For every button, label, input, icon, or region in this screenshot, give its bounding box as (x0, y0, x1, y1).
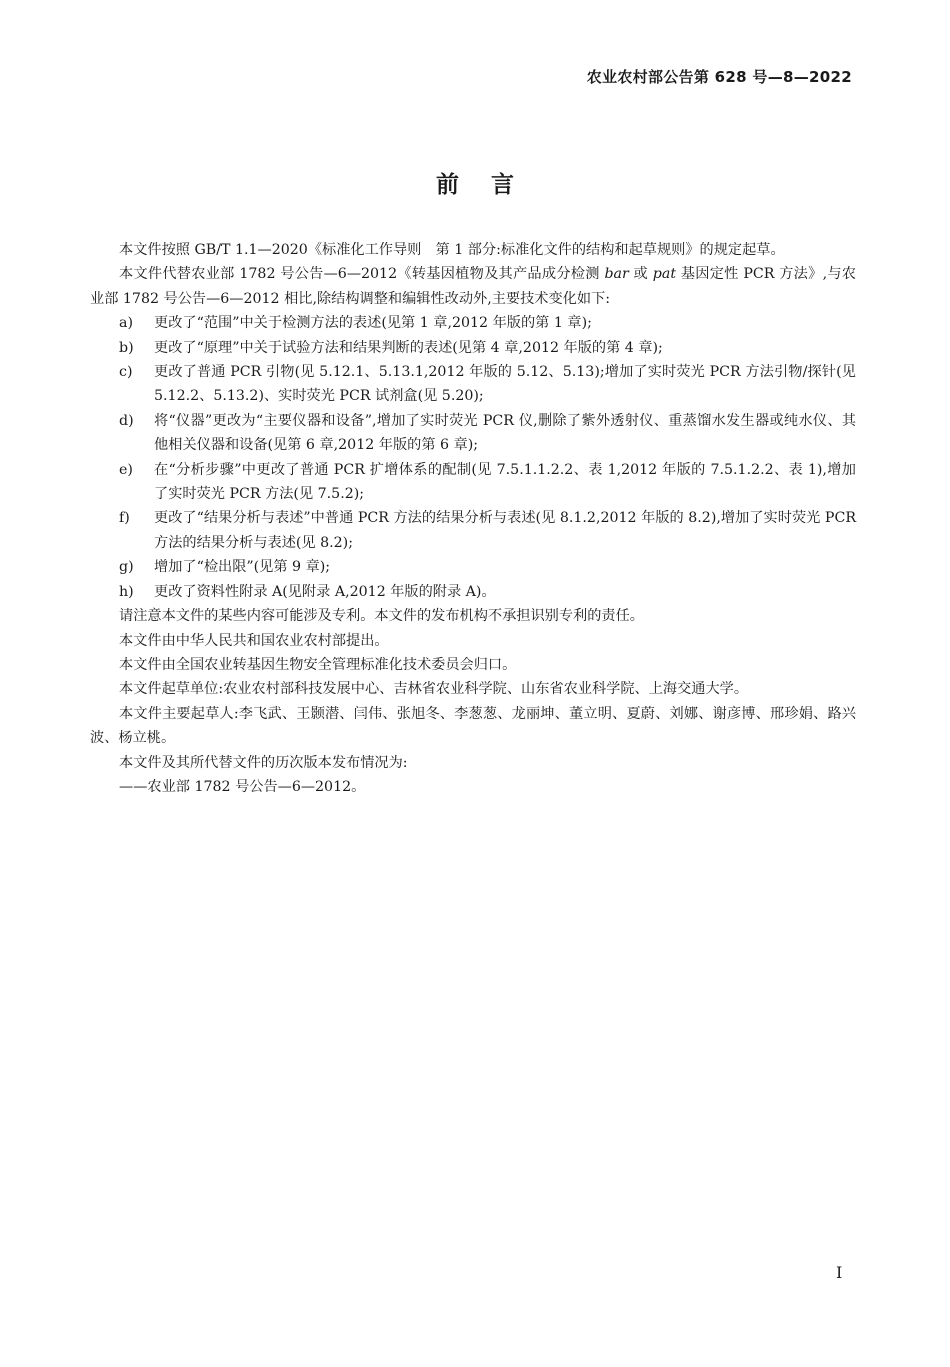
list-item-text: 更改了“范围”中关于检测方法的表述(见第 1 章,2012 年版的第 1 章); (154, 315, 592, 332)
gene-pat: pat (652, 266, 677, 283)
list-item-text: 更改了普通 PCR 引物(见 5.12.1、5.13.1,2012 年版的 5.12、5.13);增加了实时荧光 PCR 方法引物/探针(见 5.12.2、5.13.2)、实时荧光 PCR 试剂盒(见 5.20); (154, 364, 856, 405)
paragraph-proposer: 本文件由中华人民共和国农业农村部提出。 (119, 632, 389, 649)
list-item (90, 336, 856, 360)
paragraph-patent-notice: 请注意本文件的某些内容可能涉及专利。本文件的发布机构不承担识别专利的责任。 (119, 608, 644, 625)
list-item-label: e) (119, 461, 133, 478)
paragraph-committee: 本文件由全国农业转基因生物安全管理标准化技术委员会归口。 (119, 656, 517, 673)
list-item (90, 409, 856, 458)
list-item-label: d) (119, 412, 134, 429)
list-item (90, 555, 856, 579)
foreword-body (90, 238, 856, 799)
list-item-text: 将“仪器”更改为“主要仪器和设备”,增加了实时荧光 PCR 仪,删除了紫外透射仪、重蒸馏水发生器或纯水仪、其他相关仪器和设备(见第 6 章,2012 年版的第 6 章); (154, 412, 856, 454)
replacement-text-start: 本文件代替农业部 1782 号公告—6—2012《转基因植物及其产品成分检测 (119, 266, 605, 283)
list-item-text: 增加了“检出限”(见第 9 章); (154, 559, 331, 576)
page-title: 前言 (436, 172, 546, 198)
document-code: 农业农村部公告第 628 号—8—2022 (586, 68, 852, 86)
list-item-label: f) (119, 510, 130, 527)
paragraph-history-intro: 本文件及其所代替文件的历次版本发布情况为: (119, 754, 408, 771)
changes-list (90, 311, 856, 604)
list-item-label: a) (119, 315, 133, 332)
list-item (90, 311, 856, 335)
list-item (90, 458, 856, 507)
list-item-label: g) (119, 559, 134, 576)
paragraph-drafters: 本文件主要起草人:李飞武、王颢潜、闫伟、张旭冬、李葱葱、龙丽坤、董立明、夏蔚、刘娜、谢彦博、邢珍娟、路兴波、杨立桃。 (90, 705, 856, 747)
list-item-label: c) (119, 364, 133, 381)
list-item (90, 580, 856, 604)
replacement-text-end: 基因定性 PCR 方法》,与农业部 1782 号公告—6—2012 相比,除结构调整和编辑性改动外,主要技术变化如下: (90, 266, 856, 307)
paragraph-history-item: ——农业部 1782 号公告—6—2012。 (119, 778, 366, 795)
list-item-text: 更改了“结果分析与表述”中普通 PCR 方法的结果分析与表述(见 8.1.2,2012 年版的 8.2),增加了实时荧光 PCR 方法的结果分析与表述(见 8.2); (154, 510, 856, 551)
list-item-text: 更改了资料性附录 A(见附录 A,2012 年版的附录 A)。 (154, 583, 496, 600)
paragraph-drafting-basis: 本文件按照 GB/T 1.1—2020《标准化工作导则 第 1 部分:标准化文件的结构和起草规则》的规定起草。 (119, 242, 785, 258)
paragraph-replacement (90, 262, 856, 311)
list-item-text: 更改了“原理”中关于试验方法和结果判断的表述(见第 4 章,2012 年版的第 4 章); (154, 339, 663, 356)
list-item-label: h) (119, 583, 134, 600)
list-item (90, 506, 856, 555)
list-item-text: 在“分析步骤”中更改了普通 PCR 扩增体系的配制(见 7.5.1.1.2.2、表 1,2012 年版的 7.5.1.2.2、表 1),增加了实时荧光 PCR 方法(见 7.5.2); (154, 461, 856, 503)
replacement-text-or: 或 (628, 266, 653, 283)
list-item (90, 360, 856, 409)
paragraph-drafting-units: 本文件起草单位:农业农村部科技发展中心、吉林省农业科学院、山东省农业科学院、上海交通大学。 (119, 681, 749, 698)
gene-bar: bar (604, 266, 629, 283)
page-number: I (836, 1263, 843, 1282)
list-item-label: b) (119, 339, 134, 356)
